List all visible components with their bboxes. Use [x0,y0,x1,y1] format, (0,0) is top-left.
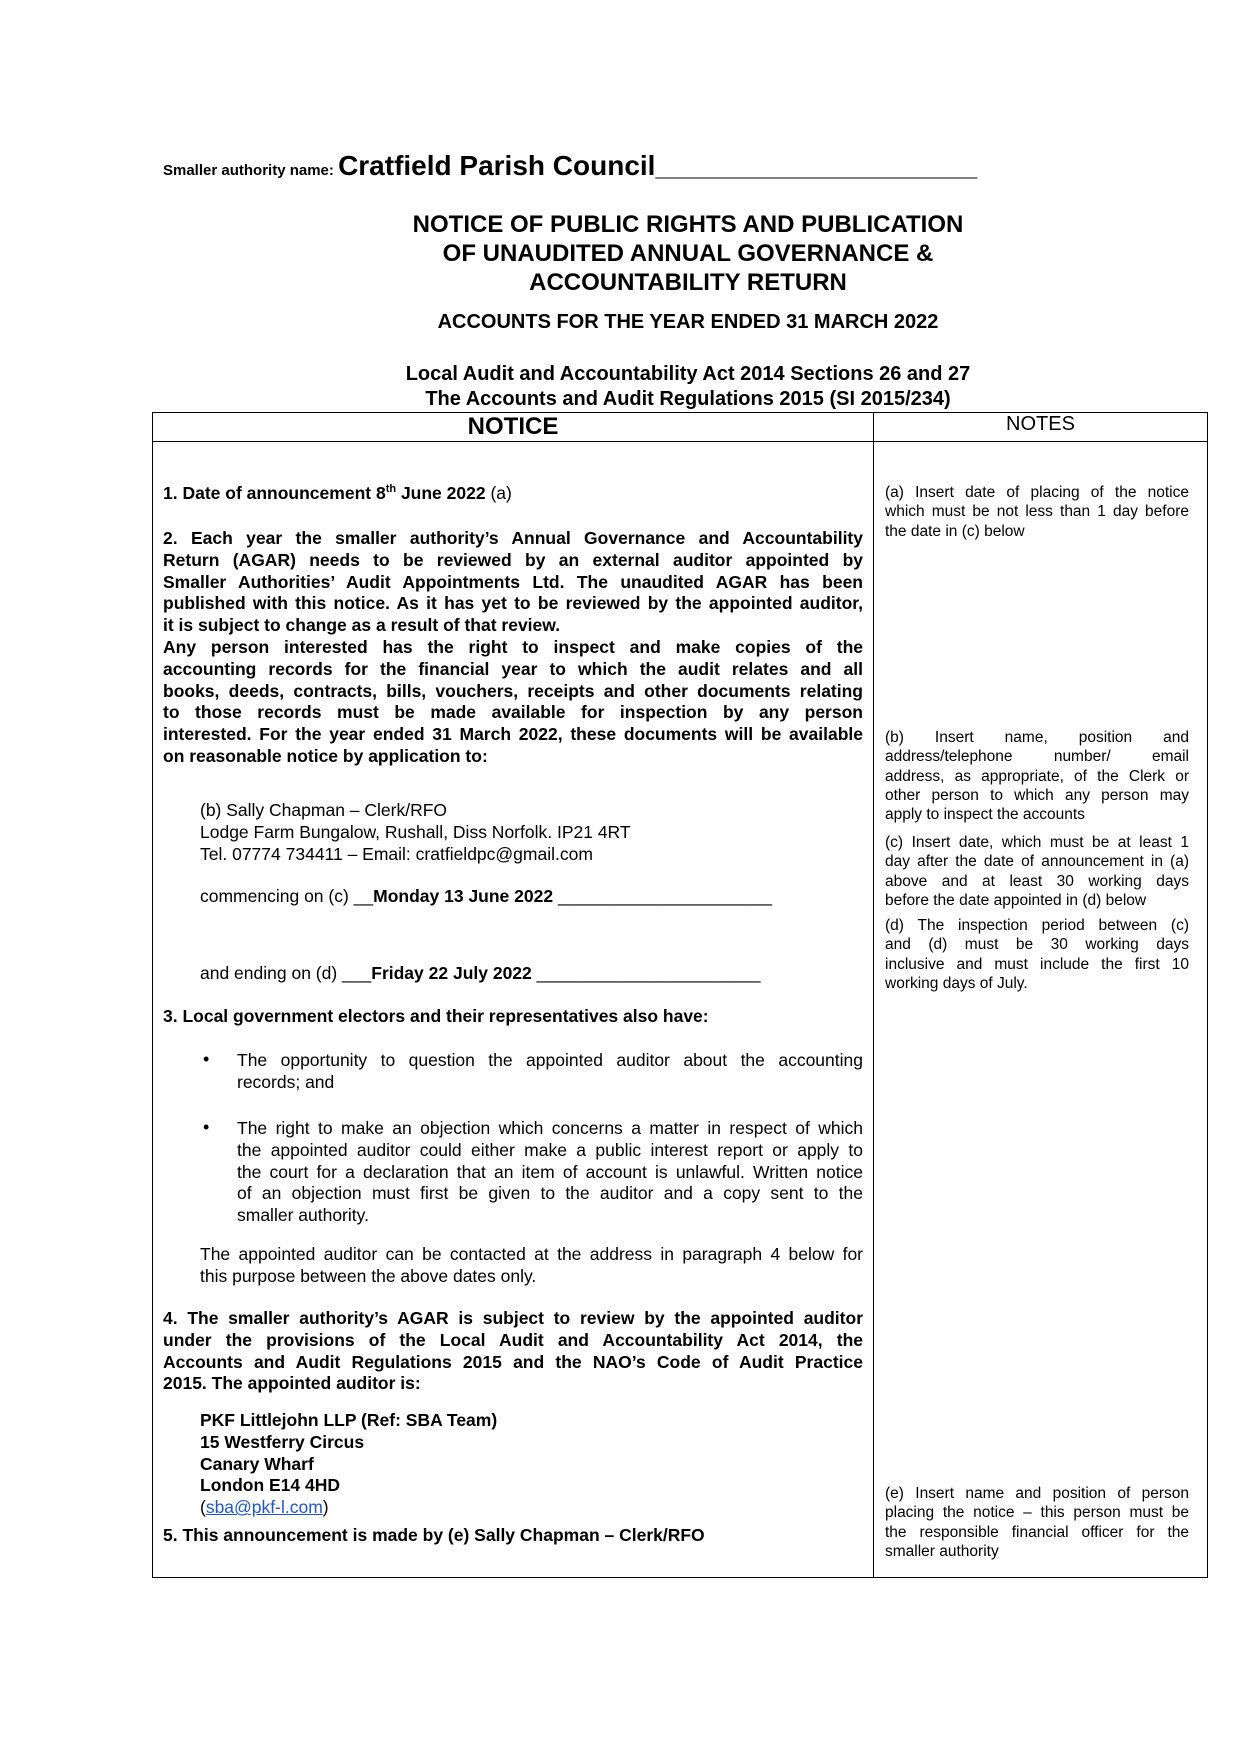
authority-name: Cratfield Parish Council [338,150,656,181]
accounts-subtitle: ACCOUNTS FOR THE YEAR ENDED 31 MARCH 2022 [437,311,939,333]
title-line-2: OF UNAUDITED ANNUAL GOVERNANCE & [442,240,934,267]
act-line-1: Local Audit and Accountability Act 2014 Sections 26 and 27 [405,363,971,385]
note-e: (e) Insert name and position of person placing the notice – this person must be the responsible financial officer for the smaller authority [885,1485,1189,1560]
note-d: (d) The inspection period between (c) and (d) must be 30 working days inclusive and must include the first 10 working days of July. [885,917,1189,992]
notice-header: NOTICE [153,413,874,442]
note-a: (a) Insert date of placing of the notice which must be not less than 1 day before the date in (c) below [885,484,1189,540]
note-b: (b) Insert name, position and address/telephone number/ email address, as appropriate, of the Clerk or other person to which any person may apply to inspect the accounts [885,729,1189,824]
notice-table [152,412,1208,1578]
bullet-2-glyph: • [203,1117,210,1137]
authority-label: Smaller authority name: [163,162,334,179]
bullet-1-glyph: • [203,1049,210,1069]
section-5: 5. This announcement is made by (e) Sally Chapman – Clerk/RFO [163,1525,705,1545]
title-line-3: ACCOUNTABILITY RETURN [529,269,847,296]
inspection-contact [200,800,850,865]
section-3: 3. Local government electors and their representatives also have: [163,1006,709,1026]
auditor-email-line: (sba@pkf-l.com) [200,1497,329,1518]
contact-phone-email: Tel. 07774 734411 – Email: cratfieldpc@gmail.com [200,843,593,864]
auditor-contact-note: The appointed auditor can be contacted at the address in paragraph 4 below for this purpose between the above dates only. [200,1244,863,1286]
bullet-1: The opportunity to question the appointed auditor about the accounting records; and [237,1050,863,1092]
title-line-1: NOTICE OF PUBLIC RIGHTS AND PUBLICATION [412,211,964,238]
section-4: 4. The smaller authority’s AGAR is subject to review by the appointed auditor under the provisions of the Local Audit and Accountability Act 2014, the Accounts and Audit Regulations 2015 and the NAO’s Code of Audit Practice 2015. The appointed auditor is: [163,1308,863,1394]
notice-column [153,442,874,1578]
act-line-2: The Accounts and Audit Regulations 2015 (SI 2015/234) [425,388,951,410]
contact-name: (b) Sally Chapman – Clerk/RFO [200,800,448,820]
commencing-date: commencing on (c) __Monday 13 June 2022 ______________________ [200,886,773,906]
section-2: 2. Each year the smaller authority’s Annual Governance and Accountability Return (AGAR) needs to be reviewed by an external auditor appointed by Smaller Authorities’ Audit Appointments Ltd. The unaudited AGAR has been published with this notice. As it has yet to be reviewed by the appointed auditor, it is subject to change as a result of that review. Any person interested has the right to inspect and make copies of the accounting records for the financial year to which the audit relates and all books, deeds, contracts, bills, vouchers, receipts and other documents relating to those records must be made available for inspection by any person interested. For the year ended 31 March 2022, these documents will be available on reasonable notice by application to: [163,528,863,766]
auditor-area: Canary Wharf [200,1453,314,1474]
section-1: 1. Date of announcement 8th June 2022 (a) [163,483,512,503]
auditor-email-link[interactable]: sba@pkf-l.com [205,1497,323,1518]
auditor-city: London E14 4HD [200,1475,341,1496]
notes-column [874,442,1208,1578]
auditor-street: 15 Westferry Circus [200,1431,365,1452]
auditor-name: PKF Littlejohn LLP (Ref: SBA Team) [200,1410,498,1430]
legislation-heading [163,362,1213,412]
ending-date: and ending on (d) ___Friday 22 July 2022 _______________________ [200,963,761,983]
notes-header: NOTES [874,413,1208,442]
contact-address: Lodge Farm Bungalow, Rushall, Diss Norfolk. IP21 4RT [200,821,631,842]
auditor-address [200,1410,850,1519]
authority-name-line [163,150,976,182]
authority-underline: ______________________ [655,150,977,181]
bullet-2: The right to make an objection which concerns a matter in respect of which the appointed auditor could either make a public interest report or apply to the court for a declaration that an item of account is unlawful. Written notice of an objection must first be given to the auditor and a copy sent to the smaller authority. [237,1118,863,1226]
notice-title [163,210,1213,297]
note-c: (c) Insert date, which must be at least 1 day after the date of announcement in (a) above and at least 30 working days before the date appointed in (d) below [885,834,1189,909]
